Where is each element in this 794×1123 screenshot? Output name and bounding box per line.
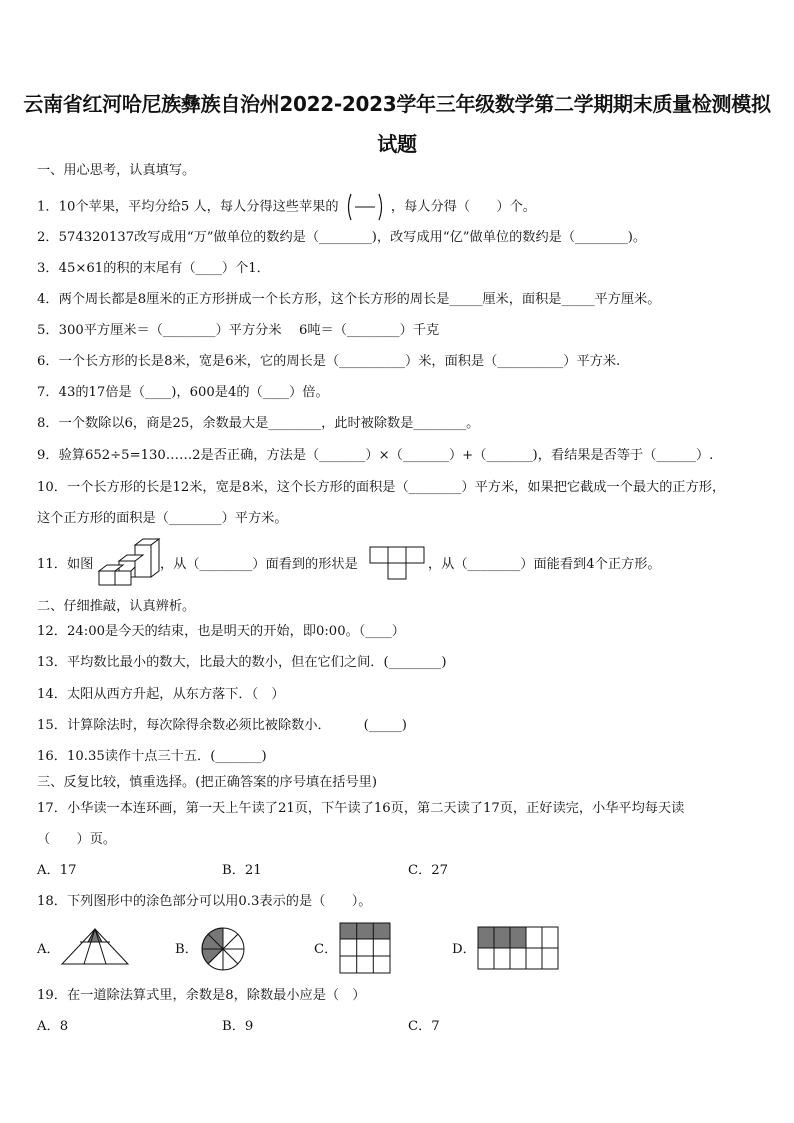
- question-2: 2．574320137改写成用“万”做单位的数约是（________)，改写成用“亿”做单位的数约是（________)。: [37, 230, 647, 245]
- question-4: 4．两个周长都是8厘米的正方形拼成一个长方形，这个长方形的周长是_____厘米，面积是_____平方厘米。: [37, 292, 661, 307]
- question-14: 14．太阳从西方升起，从东方落下．（ ）: [37, 687, 285, 702]
- q18-option-b-label: B．: [175, 942, 198, 957]
- q17-option-a: A．17: [37, 863, 77, 878]
- q17-option-c: C．27: [408, 863, 449, 878]
- question-16: 16．10.35读作十点三十五．(_______): [37, 749, 267, 764]
- question-3: 3．45×61的积的末尾有（____）个1．: [37, 261, 270, 276]
- question-15: 15．计算除法时，每次除得余数必须比被除数小． (_____): [37, 718, 407, 733]
- q18-option-d-label: D．: [452, 942, 476, 957]
- question-11-text-a: 11．如图: [37, 557, 94, 572]
- question-12: 12．24:00是今天的结束，也是明天的开始，即0:00。（____）: [37, 624, 405, 639]
- question-13: 13．平均数比最小的数大，比最大的数小，但在它们之间．(________): [37, 655, 447, 670]
- section-1-heading: 一、用心思考，认真填写。: [37, 163, 196, 178]
- question-7: 7．43的17倍是（____)，600是4的（____）倍。: [37, 385, 329, 400]
- question-6: 6．一个长方形的长是8米，宽是6米，它的周长是（__________）米，面积是（__________）平方米.: [37, 354, 621, 369]
- question-1-text-a: 1．10个苹果，平均分给5 人，每人分得这些苹果的: [37, 199, 339, 215]
- shaded-grid-2x5-figure: [477, 926, 561, 970]
- q19-option-a: A．8: [37, 1019, 69, 1034]
- shaded-triangle-figure: [60, 926, 130, 966]
- question-8: 8．一个数除以6，商是25，余数最大是________，此时被除数是________。: [37, 416, 480, 431]
- q18-option-a-label: A．: [37, 942, 60, 957]
- question-10-line1: 10．一个长方形的长是12米，宽是8米，这个长方形的面积是（________）平方米，如果把它截成一个最大的正方形，: [37, 480, 726, 495]
- question-10-line2: 这个正方形的面积是（________）平方米。: [37, 511, 288, 526]
- question-5: 5．300平方厘米＝（________）平方分米 6吨＝（________）千克: [37, 323, 440, 338]
- question-1-text-b: ，每人分得（ ）个。: [390, 199, 536, 215]
- question-19: 19．在一道除法算式里，余数是8，除数最小应是（ ）: [37, 988, 366, 1003]
- q18-option-c-label: C．: [314, 942, 338, 957]
- page-title: 云南省红河哈尼族彝族自治州2022-2023学年三年级数学第二学期期末质量检测模拟: [23, 92, 771, 116]
- page-title-line2: 试题: [377, 132, 417, 156]
- question-1: [37, 192, 536, 222]
- grid-view-figure: [369, 546, 427, 582]
- section-2-heading: 二、仔细推敲，认真辨析。: [37, 599, 196, 614]
- question-11-text-b: ，从（________）面看到的形状是: [160, 557, 358, 572]
- question-17-line2: （ ）页。: [37, 832, 117, 847]
- question-11-text-c: ，从（________）面能看到4个正方形。: [428, 557, 661, 572]
- shaded-grid-3x3-figure: [339, 922, 391, 974]
- q19-option-b: B．9: [222, 1019, 254, 1034]
- question-18: 18．下列图形中的涂色部分可以用0.3表示的是（ ）。: [37, 894, 372, 909]
- question-17-line1: 17．小华读一本连环画，第一天上午读了21页，下午读了16页，第二天读了17页，正好读完，小华平均每天读: [37, 801, 685, 816]
- q17-option-b: B．21: [222, 863, 262, 878]
- section-3-heading: 三、反复比较，慎重选择。(把正确答案的序号填在括号里): [37, 775, 377, 790]
- shaded-circle-figure: [199, 925, 247, 973]
- cube-stack-figure: [93, 537, 163, 587]
- q19-option-c: C．7: [408, 1019, 440, 1034]
- question-9: 9．验算652÷5=130……2是否正确，方法是（_______）×（_______）+（_______)，看结果是否等于（______）.: [37, 448, 714, 463]
- fraction-bracket-icon: [345, 192, 385, 222]
